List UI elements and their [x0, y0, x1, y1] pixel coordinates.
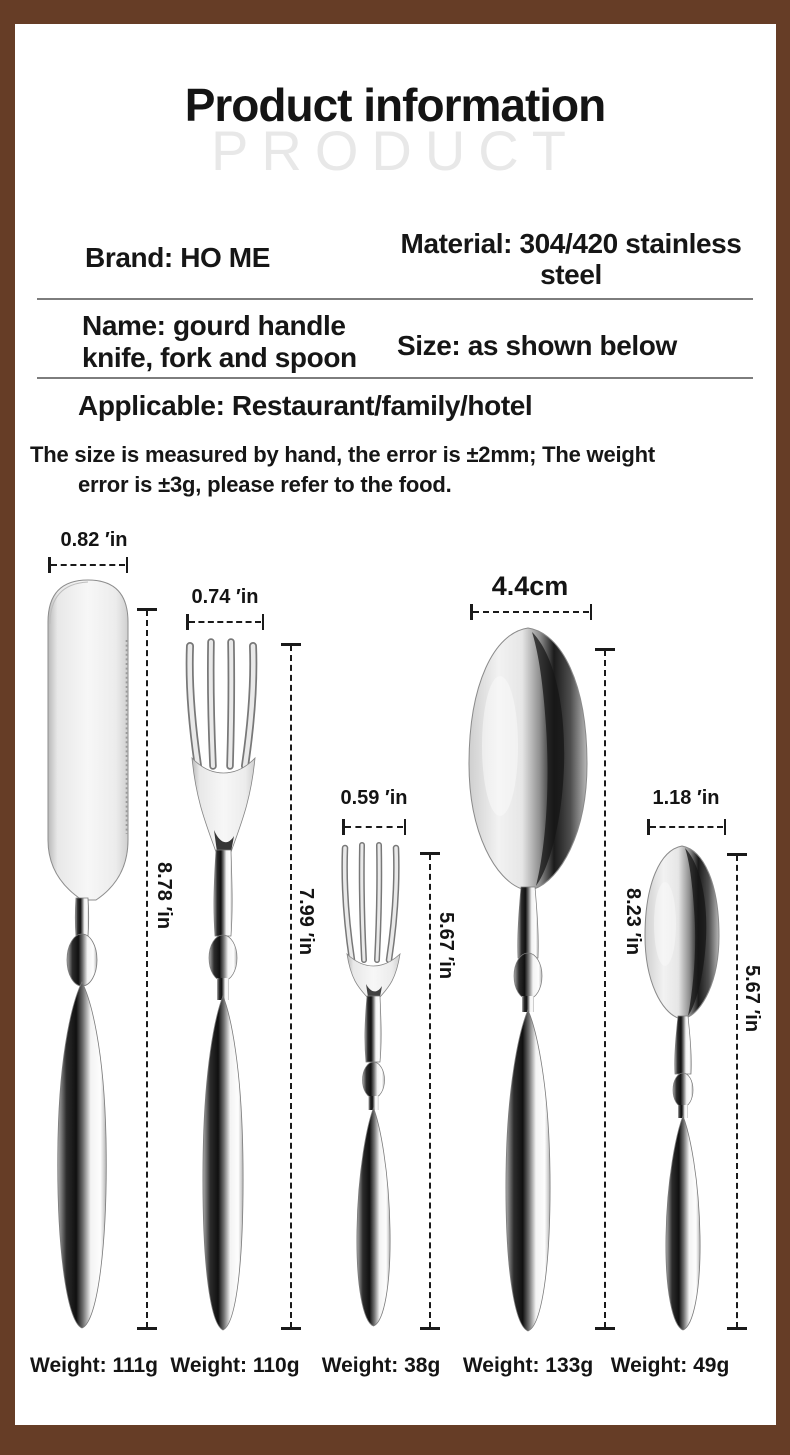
dim-dash [736, 855, 738, 1328]
name-label [82, 310, 357, 374]
teaspoon-height-dim-line [727, 853, 747, 1330]
dim-tick [404, 819, 407, 835]
dim-cap [420, 1327, 440, 1330]
material-line-2: steel [540, 259, 602, 290]
teaspoon-width-dim-line [647, 819, 726, 835]
teaspoon-image [640, 844, 726, 1333]
name-line-2: knife, fork and spoon [82, 342, 357, 373]
dim-cap [595, 1327, 615, 1330]
note-line-2: error is ±3g, please refer to the food. [78, 472, 452, 497]
spoon-width-label: 4.4cm [491, 571, 569, 601]
dinner-spoon-image [462, 626, 594, 1333]
fork-height-dim-line [281, 643, 301, 1330]
name-line-1: Name: gourd handle [82, 310, 346, 341]
applicable-label: Applicable: Restaurant/family/hotel [78, 390, 533, 421]
dim-dash [290, 645, 292, 1328]
fork-weight-label: Weight: 110g [170, 1354, 300, 1377]
material-label [380, 228, 762, 290]
spoon-weight-label: Weight: 133g [462, 1354, 594, 1377]
spoon-width-dim-line [470, 604, 592, 620]
dim-cap [727, 1327, 747, 1330]
teaspoon-height-label: 5.67 ′in [741, 965, 763, 1033]
knife-height-label: 8.78 ′in [153, 862, 175, 930]
divider-1 [37, 298, 753, 300]
dim-dash [429, 854, 431, 1328]
dessert-fork-weight-label: Weight: 38g [321, 1354, 441, 1377]
knife-height-dim-line [137, 608, 157, 1330]
material-line-1: Material: 304/420 stainless [400, 228, 742, 259]
dim-tick [262, 614, 265, 630]
page-title: Product information [184, 79, 606, 131]
spoon-height-dim-line [595, 648, 615, 1330]
dim-cap [137, 1327, 157, 1330]
watermark-text: PRODUCT [211, 119, 579, 182]
size-label: Size: as shown below [397, 330, 677, 361]
dim-dash [189, 621, 261, 623]
dim-dash [345, 826, 403, 828]
dim-dash [604, 650, 606, 1328]
divider-2 [37, 377, 753, 379]
fork-width-dim-line [186, 614, 264, 630]
teaspoon-width-label: 1.18 ′in [652, 787, 720, 809]
frame-border-right [776, 0, 790, 1455]
teaspoon-weight-label: Weight: 49g [610, 1354, 730, 1377]
dim-cap [281, 1327, 301, 1330]
dessert-fork-image [340, 840, 408, 1333]
dessert-fork-width-dim-line [342, 819, 406, 835]
dim-tick [126, 557, 129, 573]
knife-weight-label: Weight: 111g [30, 1354, 158, 1377]
knife-width-label: 0.82 ′in [60, 529, 128, 551]
dessert-fork-height-label: 5.67 ′in [435, 912, 457, 980]
frame-border-bottom [0, 1425, 790, 1455]
dinner-fork-image [184, 638, 266, 1333]
dim-dash [650, 826, 723, 828]
fork-height-label: 7.99 ′in [295, 888, 317, 956]
dim-tick [590, 604, 593, 620]
frame-border-left [0, 0, 15, 1455]
dim-dash [473, 611, 589, 613]
frame-border-top [0, 0, 790, 24]
knife-image [44, 578, 134, 1333]
brand-label: Brand: HO ME [85, 242, 270, 273]
dim-tick [724, 819, 727, 835]
fork-width-label: 0.74 ′in [191, 586, 259, 608]
dessert-fork-width-label: 0.59 ′in [340, 787, 408, 809]
knife-width-dim-line [48, 557, 128, 573]
note-line-1: The size is measured by hand, the error is ±2mm; The weight [30, 442, 655, 467]
spoon-height-label: 8.23 ′in [622, 888, 644, 956]
dim-dash [146, 610, 148, 1328]
dim-dash [51, 564, 125, 566]
